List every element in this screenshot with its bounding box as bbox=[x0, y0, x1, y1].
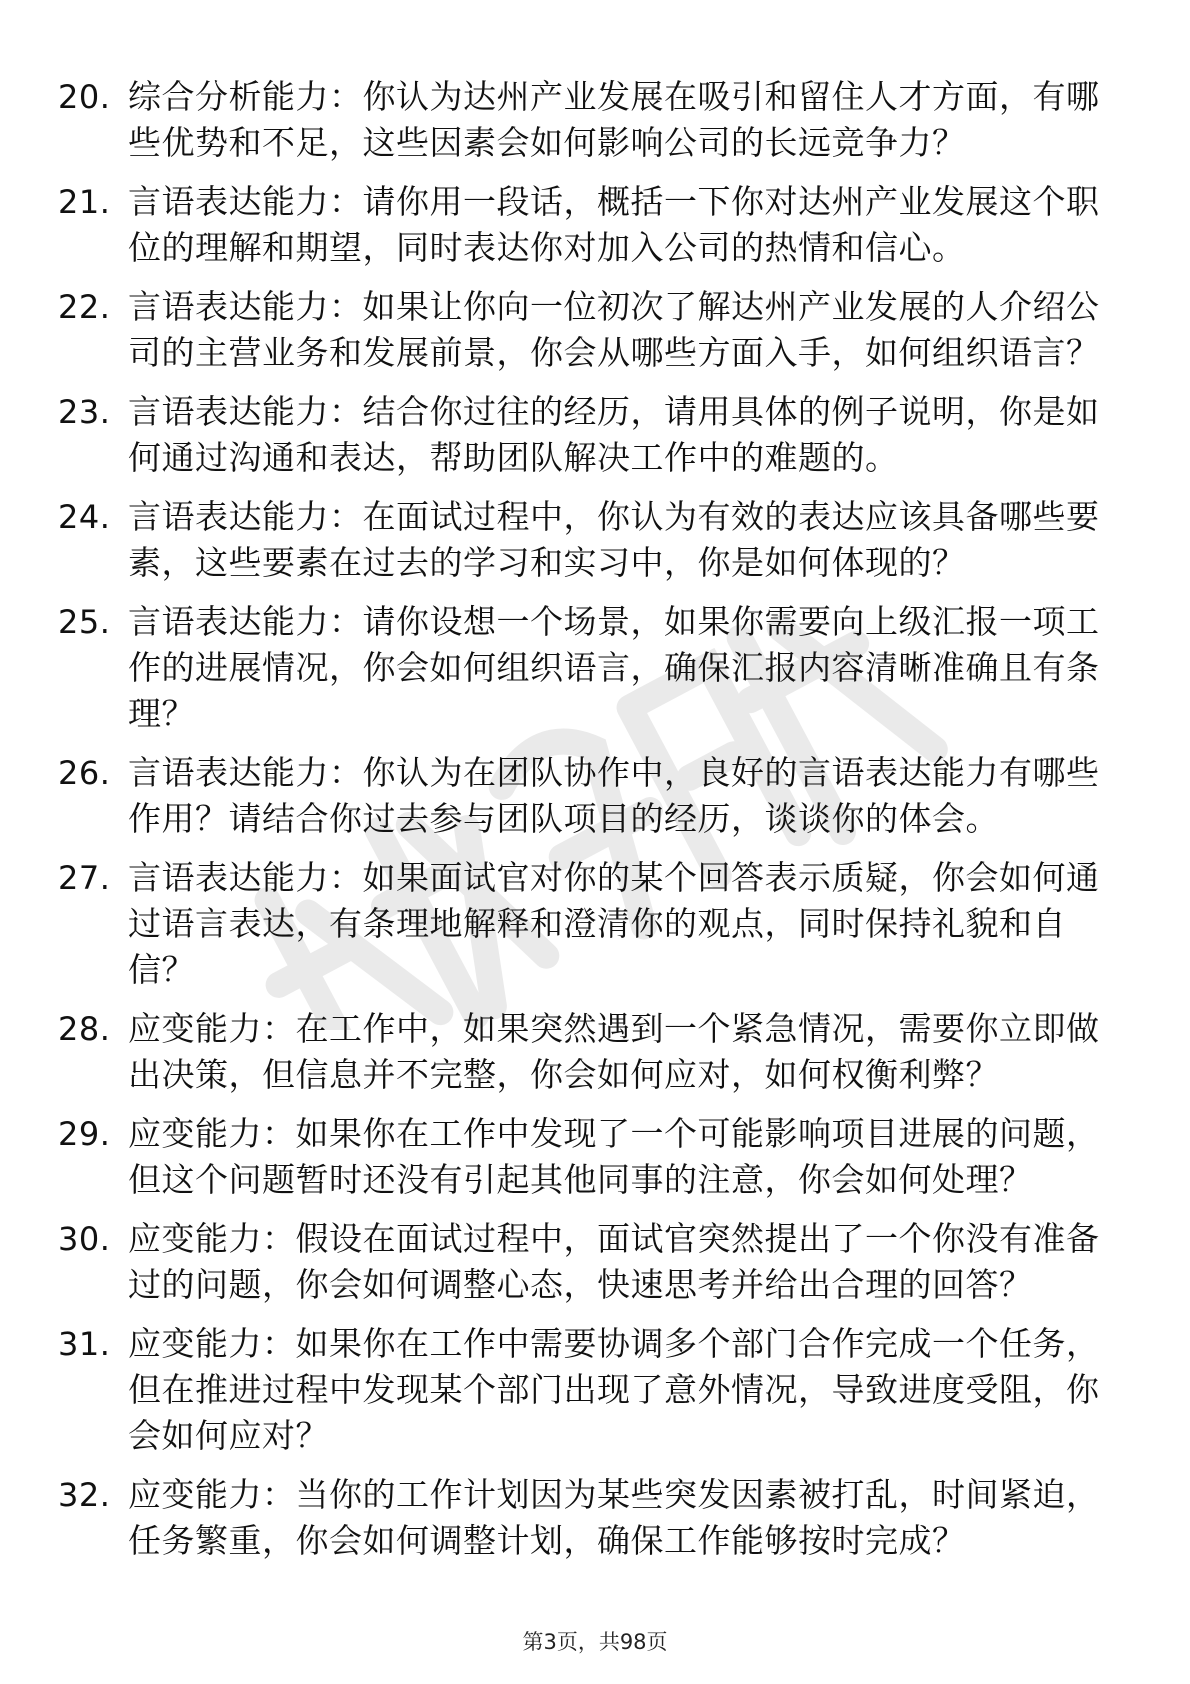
question-text: 综合分析能力：你认为达州产业发展在吸引和留住人才方面，有哪些优势和不足，这些因素会如何影响公司的长远竞争力？ bbox=[128, 77, 1100, 162]
question-number: 32. bbox=[58, 1476, 111, 1514]
question-item bbox=[58, 494, 1118, 586]
page-number-label: 第3页，共98页 bbox=[522, 1630, 668, 1654]
page-footer bbox=[0, 1626, 1190, 1656]
question-item bbox=[58, 389, 1118, 481]
question-text: 言语表达能力：结合你过往的经历，请用具体的例子说明，你是如何通过沟通和表达，帮助团队解决工作中的难题的。 bbox=[128, 392, 1100, 477]
question-item bbox=[58, 1216, 1118, 1308]
question-number: 24. bbox=[58, 498, 111, 536]
question-number: 23. bbox=[58, 393, 111, 431]
question-item bbox=[58, 1472, 1118, 1564]
question-number: 25. bbox=[58, 603, 111, 641]
question-text: 言语表达能力：如果让你向一位初次了解达州产业发展的人介绍公司的主营业务和发展前景，你会从哪些方面入手，如何组织语言？ bbox=[128, 287, 1100, 372]
question-item bbox=[58, 750, 1118, 842]
question-list bbox=[58, 74, 1118, 1577]
question-number: 30. bbox=[58, 1220, 111, 1258]
question-number: 26. bbox=[58, 754, 111, 792]
question-item bbox=[58, 74, 1118, 166]
question-text: 应变能力：在工作中，如果突然遇到一个紧急情况，需要你立即做出决策，但信息并不完整，你会如何应对，如何权衡利弊？ bbox=[128, 1009, 1100, 1094]
question-text: 应变能力：假设在面试过程中，面试官突然提出了一个你没有准备过的问题，你会如何调整心态，快速思考并给出合理的回答？ bbox=[128, 1219, 1100, 1304]
question-item bbox=[58, 179, 1118, 271]
question-item bbox=[58, 1111, 1118, 1203]
question-number: 21. bbox=[58, 183, 111, 221]
question-item bbox=[58, 855, 1118, 993]
question-item bbox=[58, 1006, 1118, 1098]
question-text: 应变能力：如果你在工作中发现了一个可能影响项目进展的问题，但这个问题暂时还没有引起其他同事的注意，你会如何处理？ bbox=[128, 1114, 1100, 1199]
question-text: 言语表达能力：请你设想一个场景，如果你需要向上级汇报一项工作的进展情况，你会如何组织语言，确保汇报内容清晰准确且有条理？ bbox=[128, 602, 1100, 733]
question-text: 言语表达能力：在面试过程中，你认为有效的表达应该具备哪些要素，这些要素在过去的学习和实习中，你是如何体现的？ bbox=[128, 497, 1100, 582]
question-text: 应变能力：当你的工作计划因为某些突发因素被打乱，时间紧迫，任务繁重，你会如何调整计划，确保工作能够按时完成？ bbox=[128, 1475, 1100, 1560]
question-number: 29. bbox=[58, 1115, 111, 1153]
question-item bbox=[58, 1321, 1118, 1459]
question-number: 31. bbox=[58, 1325, 111, 1363]
question-number: 22. bbox=[58, 288, 111, 326]
question-number: 27. bbox=[58, 859, 111, 897]
question-text: 言语表达能力：如果面试官对你的某个回答表示质疑，你会如何通过语言表达，有条理地解释和澄清你的观点，同时保持礼貌和自信？ bbox=[128, 858, 1100, 989]
question-item bbox=[58, 284, 1118, 376]
question-text: 应变能力：如果你在工作中需要协调多个部门合作完成一个任务，但在推进过程中发现某个部门出现了意外情况，导致进度受阻，你会如何应对？ bbox=[128, 1324, 1100, 1455]
question-text: 言语表达能力：请你用一段话，概括一下你对达州产业发展这个职位的理解和期望，同时表达你对加入公司的热情和信心。 bbox=[128, 182, 1100, 267]
question-text: 言语表达能力：你认为在团队协作中，良好的言语表达能力有哪些作用？请结合你过去参与团队项目的经历，谈谈你的体会。 bbox=[128, 753, 1100, 838]
question-number: 28. bbox=[58, 1010, 111, 1048]
question-item bbox=[58, 599, 1118, 737]
question-number: 20. bbox=[58, 78, 111, 116]
